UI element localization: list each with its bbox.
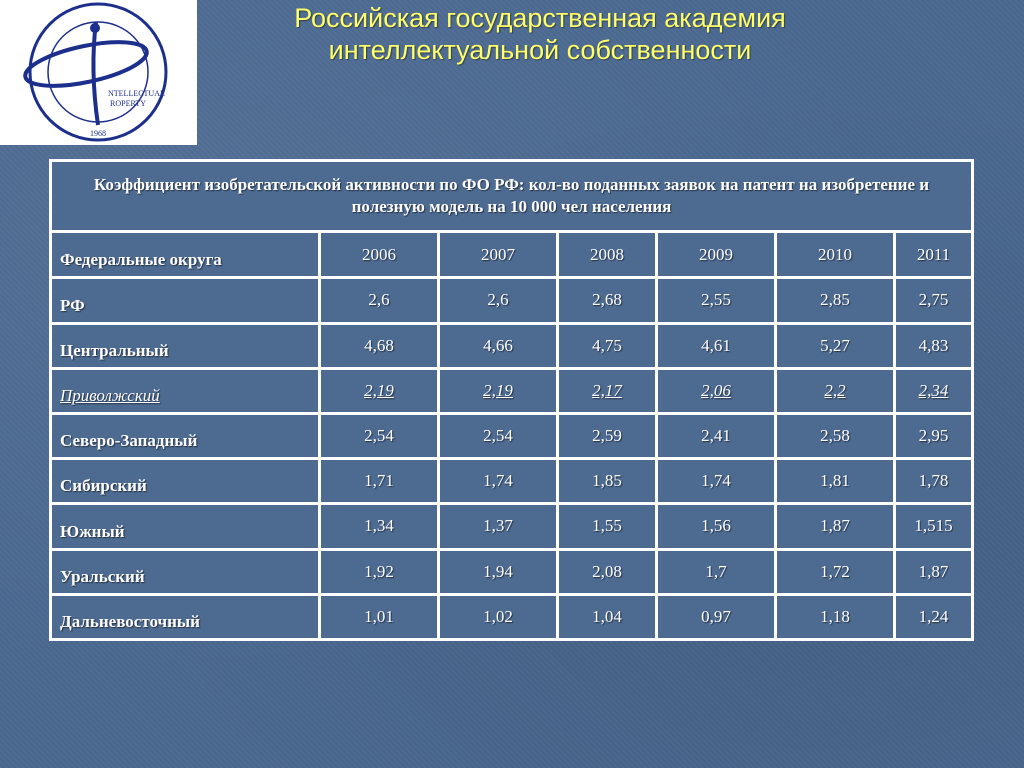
value-cell: 1,37 — [440, 505, 556, 547]
table-caption: Коэффициент изобретательской активности по ФО РФ: кол-во поданных заявок на патент на изобретение и полезную модель на 10 000 чел населения — [52, 162, 971, 230]
header-year: 2009 — [658, 233, 774, 276]
value-cell: 2,6 — [440, 279, 556, 321]
value-cell: 4,68 — [321, 325, 437, 367]
value-cell: 1,7 — [658, 551, 774, 593]
value-cell: 1,78 — [896, 460, 971, 502]
value-cell: 2,95 — [896, 415, 971, 457]
logo-inner-text: NTELLECTUAL — [108, 89, 165, 98]
value-cell: 0,97 — [658, 596, 774, 638]
value-link[interactable]: 2,19 — [440, 370, 556, 412]
region-cell: Южный — [52, 505, 318, 547]
value-cell: 4,66 — [440, 325, 556, 367]
region-cell: Северо-Западный — [52, 415, 318, 457]
value-cell: 2,58 — [777, 415, 893, 457]
value-cell: 4,61 — [658, 325, 774, 367]
value-cell: 2,85 — [777, 279, 893, 321]
region-cell: Дальневосточный — [52, 596, 318, 638]
page-title — [210, 2, 870, 66]
value-cell: 1,56 — [658, 505, 774, 547]
value-link[interactable]: 2,06 — [658, 370, 774, 412]
value-cell: 2,54 — [440, 415, 556, 457]
region-cell: Уральский — [52, 551, 318, 593]
value-cell: 2,6 — [321, 279, 437, 321]
value-cell: 2,75 — [896, 279, 971, 321]
value-cell: 1,04 — [559, 596, 655, 638]
value-cell: 1,74 — [658, 460, 774, 502]
table-header-row — [52, 233, 971, 276]
region-cell: Центральный — [52, 325, 318, 367]
table-row-link[interactable] — [52, 370, 971, 412]
value-link[interactable]: 2,17 — [559, 370, 655, 412]
value-cell: 2,08 — [559, 551, 655, 593]
value-cell: 1,87 — [896, 551, 971, 593]
value-cell: 1,87 — [777, 505, 893, 547]
value-cell: 1,81 — [777, 460, 893, 502]
value-link[interactable]: 2,19 — [321, 370, 437, 412]
value-cell: 2,59 — [559, 415, 655, 457]
value-cell: 2,54 — [321, 415, 437, 457]
logo-emblem-icon — [0, 0, 197, 145]
value-cell: 2,41 — [658, 415, 774, 457]
value-cell: 2,55 — [658, 279, 774, 321]
value-cell: 1,24 — [896, 596, 971, 638]
table-row — [52, 505, 971, 547]
title-line-2: интеллектуальной собственности — [328, 35, 752, 65]
value-cell: 1,01 — [321, 596, 437, 638]
header-region: Федеральные округа — [52, 233, 318, 276]
value-link[interactable]: 2,34 — [896, 370, 971, 412]
region-link[interactable]: Приволжский — [52, 370, 318, 412]
header-year: 2010 — [777, 233, 893, 276]
table-row — [52, 325, 971, 367]
value-cell: 1,74 — [440, 460, 556, 502]
value-cell: 1,72 — [777, 551, 893, 593]
activity-table — [49, 159, 974, 641]
title-line-1: Российская государственная академия — [294, 3, 786, 33]
value-link[interactable]: 2,2 — [777, 370, 893, 412]
value-cell: 1,85 — [559, 460, 655, 502]
value-cell: 1,515 — [896, 505, 971, 547]
region-cell: Сибирский — [52, 460, 318, 502]
value-cell: 4,83 — [896, 325, 971, 367]
value-cell: 1,02 — [440, 596, 556, 638]
logo-year: 1968 — [90, 129, 106, 138]
table-row — [52, 279, 971, 321]
value-cell: 1,71 — [321, 460, 437, 502]
value-cell: 1,34 — [321, 505, 437, 547]
value-cell: 1,18 — [777, 596, 893, 638]
header-year: 2006 — [321, 233, 437, 276]
value-cell: 4,75 — [559, 325, 655, 367]
table-row — [52, 415, 971, 457]
svg-text:ROPERTY: ROPERTY — [110, 99, 146, 108]
header-year: 2011 — [896, 233, 971, 276]
value-cell: 5,27 — [777, 325, 893, 367]
value-cell: 1,94 — [440, 551, 556, 593]
table-row — [52, 551, 971, 593]
header-year: 2007 — [440, 233, 556, 276]
region-cell: РФ — [52, 279, 318, 321]
value-cell: 1,92 — [321, 551, 437, 593]
table-row — [52, 596, 971, 638]
value-cell: 1,55 — [559, 505, 655, 547]
value-cell: 2,68 — [559, 279, 655, 321]
header-year: 2008 — [559, 233, 655, 276]
table-row — [52, 460, 971, 502]
academy-logo — [0, 0, 197, 145]
